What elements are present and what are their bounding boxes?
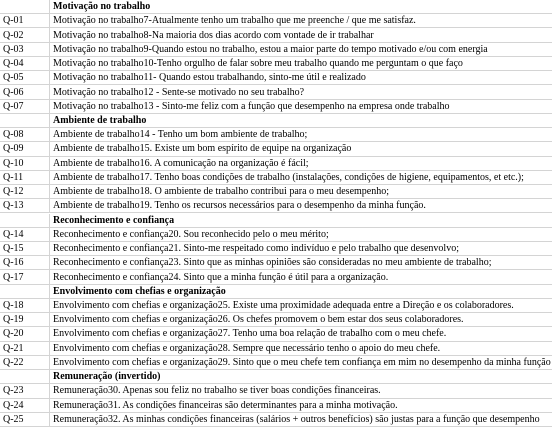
- table-row[interactable]: [0, 171, 552, 185]
- section-title-cell[interactable]: Envolvimento com chefias e organização: [53, 285, 226, 297]
- table-row[interactable]: [0, 384, 552, 398]
- row-code-cell[interactable]: Q-06: [0, 85, 50, 98]
- row-code-cell[interactable]: Q-15: [0, 242, 50, 255]
- row-code-cell[interactable]: [0, 114, 50, 127]
- table-row[interactable]: [0, 43, 552, 57]
- table-row[interactable]: [0, 242, 552, 256]
- section-header-row[interactable]: [0, 0, 552, 14]
- table-row[interactable]: [0, 413, 552, 427]
- question-text-cell[interactable]: Ambiente de trabalho19. Tenho os recursos necessários para o desempenho da minha função.: [53, 200, 426, 212]
- question-text-cell[interactable]: Ambiente de trabalho18. O ambiente de trabalho contribui para o meu desempenho;: [53, 186, 390, 198]
- section-title-cell[interactable]: Motivação no trabalho: [53, 1, 151, 13]
- table-row[interactable]: [0, 28, 552, 42]
- question-text-cell[interactable]: Motivação no trabalho7-Atualmente tenho um trabalho que me preenche / que me satisfaz.: [53, 15, 416, 27]
- row-code-cell[interactable]: [0, 285, 50, 298]
- table-row[interactable]: [0, 128, 552, 142]
- question-text-cell[interactable]: Envolvimento com chefias e organização27. Tenho uma boa relação de trabalho com o meu chefe.: [53, 328, 447, 340]
- table-row[interactable]: [0, 228, 552, 242]
- table-row[interactable]: [0, 256, 552, 270]
- question-text-cell[interactable]: Ambiente de trabalho15. Existe um bom espírito de equipe na organização: [53, 143, 352, 155]
- question-text-cell[interactable]: Envolvimento com chefias e organização29. Sinto que o meu chefe tem confiança em mim no desempenho da minha função: [53, 356, 551, 368]
- row-code-cell[interactable]: Q-10: [0, 157, 50, 170]
- table-row[interactable]: [0, 342, 552, 356]
- row-code-cell[interactable]: Q-20: [0, 327, 50, 340]
- section-title-cell[interactable]: Reconhecimento e confiança: [53, 214, 175, 226]
- row-code-cell[interactable]: [0, 0, 50, 13]
- question-text-cell[interactable]: Reconhecimento e confiança21. Sinto-me respeitado como indivíduo e pelo trabalho que desenvolvo;: [53, 243, 459, 255]
- section-title-cell[interactable]: Ambiente de trabalho: [53, 114, 147, 126]
- row-code-cell[interactable]: Q-04: [0, 57, 50, 70]
- table-row[interactable]: [0, 185, 552, 199]
- row-code-cell[interactable]: Q-25: [0, 413, 50, 426]
- row-code-cell[interactable]: Q-24: [0, 399, 50, 412]
- question-text-cell[interactable]: Envolvimento com chefias e organização25. Existe uma proximidade adequada entre a Direção e os colaboradores.: [53, 300, 514, 311]
- question-text-cell[interactable]: Remuneração32. As minhas condições financeiras (salários + outros benefícios) são justas para a função que desempenho: [53, 413, 540, 425]
- row-code-cell[interactable]: Q-17: [0, 270, 50, 283]
- question-text-cell[interactable]: Envolvimento com chefias e organização28. Sempre que necessário tenho o apoio do meu chefe.: [53, 342, 441, 354]
- question-text-cell[interactable]: Motivação no trabalho11- Quando estou trabalhando, sinto-me útil e realizado: [53, 72, 366, 84]
- row-code-cell[interactable]: Q-21: [0, 342, 50, 355]
- section-header-row[interactable]: [0, 114, 552, 128]
- table-row[interactable]: [0, 199, 552, 213]
- question-text-cell[interactable]: Ambiente de trabalho14 - Tenho um bom ambiente de trabalho;: [53, 129, 308, 141]
- section-header-row[interactable]: [0, 214, 552, 228]
- table-row[interactable]: [0, 142, 552, 156]
- table-row[interactable]: [0, 57, 552, 71]
- row-code-cell[interactable]: Q-14: [0, 228, 50, 241]
- row-code-cell[interactable]: Q-09: [0, 142, 50, 155]
- question-text-cell[interactable]: Reconhecimento e confiança23. Sinto que as minhas opiniões são consideradas no meu ambiente de trabalho;: [53, 257, 492, 269]
- question-text-cell[interactable]: Ambiente de trabalho16. A comunicação na organização é fácil;: [53, 157, 309, 169]
- row-code-cell[interactable]: [0, 214, 50, 227]
- question-text-cell[interactable]: Reconhecimento e confiança24. Sinto que a minha função é útil para a organização.: [53, 271, 389, 283]
- table-row[interactable]: [0, 157, 552, 171]
- table-row[interactable]: [0, 14, 552, 28]
- table-row[interactable]: [0, 399, 552, 413]
- table-row[interactable]: [0, 71, 552, 85]
- row-code-cell[interactable]: [0, 370, 50, 383]
- question-text-cell[interactable]: Ambiente de trabalho17. Tenho boas condições de trabalho (instalações, condições de higiene, equipamentos, et etc.);: [53, 171, 524, 183]
- row-code-cell[interactable]: Q-16: [0, 256, 50, 269]
- row-code-cell[interactable]: Q-11: [0, 171, 50, 184]
- question-text-cell[interactable]: Motivação no trabalho9-Quando estou no trabalho, estou a maior parte do tempo motivado e/ou com energia: [53, 43, 488, 55]
- question-text-cell[interactable]: Remuneração31. As condições financeiras são determinantes para a minha motivação.: [53, 399, 398, 411]
- row-code-cell[interactable]: Q-19: [0, 313, 50, 326]
- table-row[interactable]: [0, 299, 552, 313]
- table-row[interactable]: [0, 313, 552, 327]
- row-code-cell[interactable]: Q-13: [0, 199, 50, 212]
- row-code-cell[interactable]: Q-12: [0, 185, 50, 198]
- row-code-cell[interactable]: Q-01: [0, 14, 50, 27]
- section-title-cell[interactable]: Remuneração (invertido): [53, 371, 161, 383]
- table-row[interactable]: [0, 327, 552, 341]
- table-row[interactable]: [0, 270, 552, 284]
- row-code-cell[interactable]: Q-07: [0, 100, 50, 113]
- row-code-cell[interactable]: Q-05: [0, 71, 50, 84]
- row-code-cell[interactable]: Q-03: [0, 43, 50, 56]
- table-row[interactable]: [0, 85, 552, 99]
- table-row[interactable]: [0, 100, 552, 114]
- section-header-row[interactable]: [0, 285, 552, 299]
- question-text-cell[interactable]: Reconhecimento e confiança20. Sou reconhecido pelo o meu mérito;: [53, 228, 329, 240]
- question-text-cell[interactable]: Remuneração30. Apenas sou feliz no trabalho se tiver boas condições financeiras.: [53, 385, 381, 397]
- row-code-cell[interactable]: Q-02: [0, 28, 50, 41]
- table-row[interactable]: [0, 356, 552, 370]
- question-text-cell[interactable]: Motivação no trabalho8-Na maioria dos dias acordo com vontade de ir trabalhar: [53, 29, 374, 41]
- row-code-cell[interactable]: Q-08: [0, 128, 50, 141]
- question-text-cell[interactable]: Motivação no trabalho13 - Sinto-me feliz com a função que desempenho na empresa onde trabalho: [53, 100, 450, 112]
- question-text-cell[interactable]: Envolvimento com chefias e organização26. Os chefes promovem o bem estar dos seus colaboradores.: [53, 314, 464, 326]
- question-text-cell[interactable]: Motivação no trabalho10-Tenho orgulho de falar sobre meu trabalho quando me perguntam o que faço: [53, 58, 463, 70]
- question-text-cell[interactable]: Motivação no trabalho12 - Sente-se motivado no seu trabalho?: [53, 86, 305, 98]
- row-code-cell[interactable]: Q-22: [0, 356, 50, 369]
- section-header-row[interactable]: [0, 370, 552, 384]
- row-code-cell[interactable]: Q-18: [0, 299, 50, 312]
- row-code-cell[interactable]: Q-23: [0, 384, 50, 397]
